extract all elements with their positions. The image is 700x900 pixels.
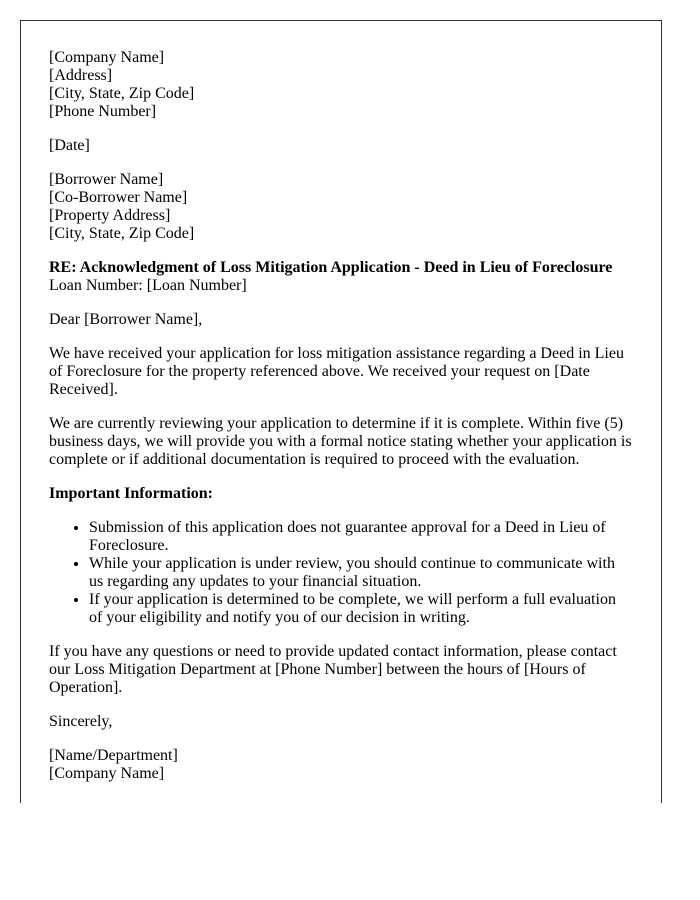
letter-page xyxy=(20,20,662,803)
sender-address: [Address] xyxy=(49,67,113,84)
important-heading-text: Important Information: xyxy=(49,485,213,502)
sender-phone: [Phone Number] xyxy=(49,103,157,120)
recipient-borrower: [Borrower Name] xyxy=(49,171,164,188)
letter-date: [Date] xyxy=(49,137,90,154)
signature-company: [Company Name] xyxy=(49,765,165,782)
sender-company: [Company Name] xyxy=(49,49,165,66)
sender-block xyxy=(49,49,633,121)
list-item: • While your application is under review, you should continue to communicate with us regarding any updates to your financial situation. xyxy=(89,555,633,591)
body-paragraph: We have received your application for loss mitigation assistance regarding a Deed in Lieu of Foreclosure for the property referenced above. We received your request on [Date Received]. xyxy=(49,345,624,398)
list-item: • Submission of this application does not guarantee approval for a Deed in Lieu of Foreclosure. xyxy=(89,519,633,555)
closing: Sincerely, xyxy=(49,713,113,730)
loan-number: Loan Number: [Loan Number] xyxy=(49,277,247,294)
recipient-property: [Property Address] xyxy=(49,207,171,224)
subject-block xyxy=(49,259,633,295)
important-heading xyxy=(49,485,633,503)
recipient-coborrower: [Co-Borrower Name] xyxy=(49,189,188,206)
subject-line: RE: Acknowledgment of Loss Mitigation Application - Deed in Lieu of Foreclosure xyxy=(49,259,613,276)
salutation: Dear [Borrower Name], xyxy=(49,311,203,328)
sender-city: [City, State, Zip Code] xyxy=(49,85,195,102)
signature-name: [Name/Department] xyxy=(49,747,178,764)
recipient-block xyxy=(49,171,633,243)
list-item: • If your application is determined to be complete, we will perform a full evaluation of your eligibility and notify you of our decision in writing. xyxy=(89,591,633,627)
signature-block xyxy=(49,747,633,783)
body-paragraph: We are currently reviewing your application to determine if it is complete. Within five (5) business days, we will provide you with a formal notice stating whether your application is complete or if additional documentation is required to proceed with the evaluation. xyxy=(49,415,632,468)
recipient-city: [City, State, Zip Code] xyxy=(49,225,195,242)
important-list xyxy=(49,519,633,627)
contact-paragraph: If you have any questions or need to provide updated contact information, please contact our Loss Mitigation Department at [Phone Number] between the hours of [Hours of Operation]. xyxy=(49,643,617,696)
